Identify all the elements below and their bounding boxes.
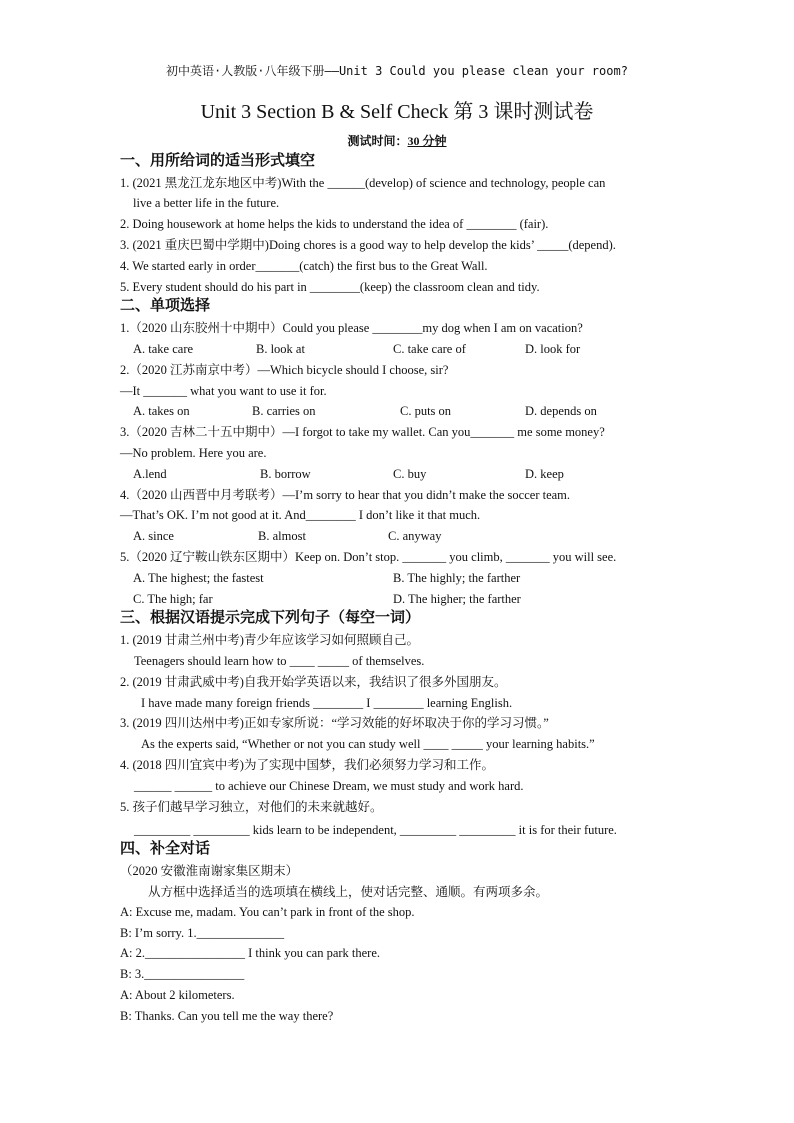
page-header: 初中英语·人教版·八年级下册——Unit 3 Could you please clean your room?	[166, 64, 628, 78]
section-heading-2: 二、单项选择	[120, 296, 211, 314]
question-text: 5. 孩子们越早学习独立，对他们的未来就越好。	[120, 800, 383, 814]
question-text: 2. Doing housework at home helps the kids to understand the idea of ________ (fair).	[120, 217, 549, 231]
question-text: —No problem. Here you are.	[120, 446, 267, 460]
question-source: （2020 安徽淮南谢家集区期末）	[120, 864, 299, 878]
instruction-text: 从方框中选择适当的选项填在横线上，使对话完整、通顺。有两项多余。	[148, 885, 549, 899]
question-text: 3.（2020 吉林二十五中期中）—I forgot to take my wallet. Can you_______ me some money?	[120, 425, 605, 439]
option-b: B. look at	[256, 342, 305, 356]
option-b: B. borrow	[260, 467, 311, 481]
question-text: 4. We started early in order_______(catch) the first bus to the Great Wall.	[120, 259, 488, 273]
dialogue-line: B: Thanks. Can you tell me the way there?	[120, 1009, 334, 1023]
option-a: A. The highest; the fastest	[133, 571, 264, 585]
option-a: A.lend	[133, 467, 167, 481]
question-text: _________ _________ kids learn to be independent, _________ _________ it is for their future.	[134, 823, 617, 837]
question-text: —It _______ what you want to use it for.	[120, 384, 327, 398]
option-c: C. take care of	[393, 342, 466, 356]
question-text: 1.（2020 山东胶州十中期中）Could you please ________my dog when I am on vacation?	[120, 321, 583, 335]
option-b: B. carries on	[252, 404, 316, 418]
dialogue-line: A: 2.________________ I think you can park there.	[120, 946, 381, 960]
question-text: Teenagers should learn how to ____ _____ of themselves.	[134, 654, 425, 668]
question-text: ______ ______ to achieve our Chinese Dream, we must study and work hard.	[134, 779, 524, 793]
option-d: D. look for	[525, 342, 581, 356]
test-time-label: 测试时间：	[347, 134, 408, 148]
section-heading-3: 三、根据汉语提示完成下列句子（每空一词）	[120, 608, 421, 626]
question-text: 3. (2021 重庆巴蜀中学期中)Doing chores is a good way to help develop the kids’ _____(depend).	[120, 238, 616, 252]
dialogue-line: A: About 2 kilometers.	[120, 988, 235, 1002]
question-text: 5.（2020 辽宁鞍山铁东区期中）Keep on. Don’t stop. _______ you climb, _______ you will see.	[120, 550, 617, 564]
option-c: C. The high; far	[133, 592, 213, 606]
question-text: 3. (2019 四川达州中考)正如专家所说：“学习效能的好坏取决于你的学习习惯。”	[120, 716, 549, 730]
question-text: 1. (2019 甘肃兰州中考)青少年应该学习如何照顾自己。	[120, 633, 419, 647]
option-a: A. since	[133, 529, 174, 543]
option-b: B. almost	[258, 529, 306, 543]
option-b: B. The highly; the farther	[393, 571, 521, 585]
question-text: 1. (2021 黑龙江龙东地区中考)With the ______(develop) of science and technology, people can	[120, 176, 606, 190]
dialogue-line: A: Excuse me, madam. You can’t park in front of the shop.	[120, 905, 415, 919]
question-text: I have made many foreign friends ________ I ________ learning English.	[141, 696, 513, 710]
section-heading-4: 四、补全对话	[120, 839, 211, 857]
test-time	[0, 132, 794, 149]
question-text: 4.（2020 山西晋中月考联考）—I’m sorry to hear that you didn’t make the soccer team.	[120, 488, 571, 502]
option-c: C. anyway	[388, 529, 442, 543]
option-c: C. buy	[393, 467, 427, 481]
question-text: —That’s OK. I’m not good at it. And________ I don’t like it that much.	[120, 508, 481, 522]
option-a: A. takes on	[133, 404, 190, 418]
option-a: A. take care	[133, 342, 194, 356]
test-time-value: 30 分钟	[407, 134, 447, 148]
question-text: 2. (2019 甘肃武威中考)自我开始学英语以来，我结识了很多外国朋友。	[120, 675, 507, 689]
option-d: D. The higher; the farther	[393, 592, 521, 606]
question-text: 5. Every student should do his part in ________(keep) the classroom clean and tidy.	[120, 280, 540, 294]
question-text: live a better life in the future.	[133, 196, 280, 210]
dialogue-line: B: 3.________________	[120, 967, 245, 981]
section-heading-1: 一、用所给词的适当形式填空	[120, 151, 316, 169]
page-title: Unit 3 Section B & Self Check 第 3 课时测试卷	[200, 101, 594, 123]
question-text: 2.（2020 江苏南京中考）—Which bicycle should I choose, sir?	[120, 363, 449, 377]
option-d: D. depends on	[525, 404, 597, 418]
dialogue-line: B: I’m sorry. 1.______________	[120, 926, 285, 940]
option-d: D. keep	[525, 467, 564, 481]
question-text: 4. (2018 四川宜宾中考)为了实现中国梦，我们必须努力学习和工作。	[120, 758, 494, 772]
question-text: As the experts said, “Whether or not you can study well ____ _____ your learning habits.”	[141, 737, 595, 751]
option-c: C. puts on	[400, 404, 452, 418]
